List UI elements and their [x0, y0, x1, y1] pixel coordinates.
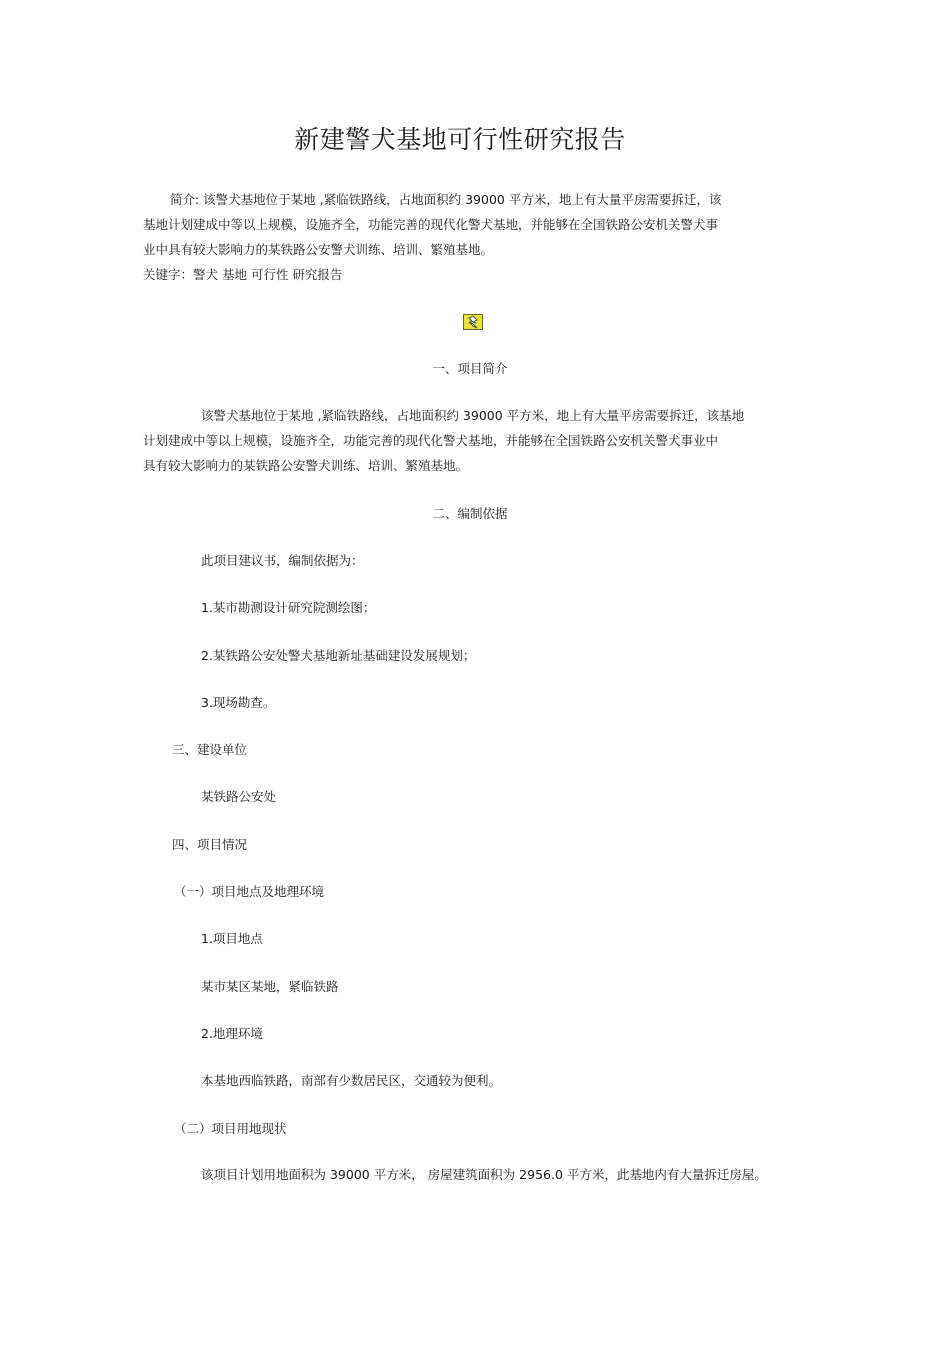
intro-line-1: 简介: 该警犬基地位于某地 ,紧临铁路线，占地面积约 39000 平方米，地上有大量平房需要拆迁，该: [170, 192, 722, 207]
section-4-sub-1-point-2-title: 2.地理环境: [201, 1026, 263, 1041]
section-4-sub-1-point-2-body: 本基地西临铁路，南部有少数居民区，交通较为便利。: [201, 1073, 502, 1088]
document-placeholder-icon: [463, 314, 483, 330]
section-2-item-2: 2.某铁路公安处警犬基地新址基础建设发展规划；: [201, 648, 476, 663]
intro-line-2: 基地计划建成中等以上规模，设施齐全，功能完善的现代化警犬基地，并能够在全国铁路公安机关警犬事: [143, 217, 719, 232]
section-1-line-2: 计划建成中等以上规模，设施齐全，功能完善的现代化警犬基地，并能够在全国铁路公安机关警犬事业中: [143, 433, 719, 448]
section-3-heading: 三、建设单位: [172, 742, 248, 757]
intro-line-3: 业中具有较大影响力的某铁路公安警犬训练、培训、繁殖基地。: [143, 242, 494, 257]
section-4-sub-1: （一）项目地点及地理环境: [174, 884, 325, 899]
document-title: 新建警犬基地可行性研究报告: [294, 125, 626, 154]
section-4-sub-2-body: 该项目计划用地面积为 39000 平方米， 房屋建筑面积为 2956.0 平方米，此基地内有大量拆迁房屋。: [201, 1167, 767, 1182]
section-4-sub-2: （二）项目用地现状: [174, 1121, 287, 1136]
section-4-sub-1-point-1-body: 某市某区某地，紧临铁路: [201, 979, 339, 994]
section-3-body: 某铁路公安处: [201, 789, 277, 804]
section-2-intro: 此项目建议书，编制依据为：: [201, 553, 364, 568]
section-2-item-3: 3.现场勘查。: [201, 695, 276, 710]
section-4-heading: 四、项目情况: [172, 837, 248, 852]
keywords-line: 关键字：警犬 基地 可行性 研究报告: [143, 267, 343, 282]
section-4-sub-1-point-1-title: 1.项目地点: [201, 931, 263, 946]
section-2-heading: 二、编制依据: [432, 506, 508, 521]
section-1-line-3: 具有较大影响力的某铁路公安警犬训练、培训、繁殖基地。: [143, 458, 469, 473]
section-2-item-1: 1.某市勘测设计研究院测绘图；: [201, 600, 376, 615]
section-1-line-1: 该警犬基地位于某地 ,紧临铁路线，占地面积约 39000 平方米，地上有大量平房需要拆迁，该基地: [201, 408, 745, 423]
section-1-heading: 一、项目简介: [432, 361, 508, 376]
